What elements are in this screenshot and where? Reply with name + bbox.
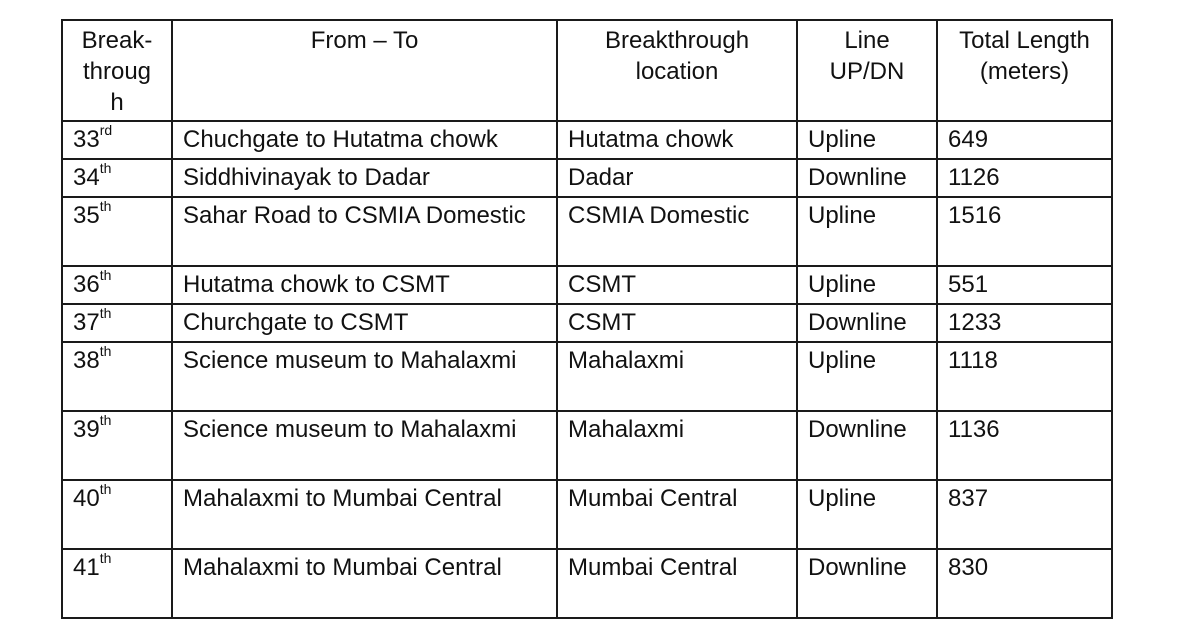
cell-breakthrough-number: 39th xyxy=(62,411,172,480)
table-row xyxy=(62,411,1112,480)
cell-location: Mahalaxmi xyxy=(557,411,797,480)
cell-from-to: Hutatma chowk to CSMT xyxy=(172,266,557,304)
header-location: Breakthrough location xyxy=(557,20,797,121)
breakthrough-table xyxy=(61,19,1113,619)
table-row xyxy=(62,342,1112,411)
cell-line: Downline xyxy=(797,159,937,197)
cell-location: CSMIA Domestic xyxy=(557,197,797,266)
cell-length: 830 xyxy=(937,549,1112,618)
table-row xyxy=(62,304,1112,342)
cell-breakthrough-number: 41th xyxy=(62,549,172,618)
cell-length: 649 xyxy=(937,121,1112,159)
cell-location: Mahalaxmi xyxy=(557,342,797,411)
header-total-length: Total Length (meters) xyxy=(937,20,1112,121)
table-row xyxy=(62,549,1112,618)
cell-breakthrough-number: 37th xyxy=(62,304,172,342)
cell-line: Downline xyxy=(797,411,937,480)
cell-line: Downline xyxy=(797,304,937,342)
table-row xyxy=(62,266,1112,304)
header-from-to: From – To xyxy=(172,20,557,121)
cell-breakthrough-number: 36th xyxy=(62,266,172,304)
table-row xyxy=(62,197,1112,266)
cell-length: 1233 xyxy=(937,304,1112,342)
cell-line: Upline xyxy=(797,197,937,266)
table-header-row xyxy=(62,20,1112,121)
cell-location: Mumbai Central xyxy=(557,480,797,549)
cell-from-to: Mahalaxmi to Mumbai Central xyxy=(172,549,557,618)
cell-from-to: Siddhivinayak to Dadar xyxy=(172,159,557,197)
cell-location: Mumbai Central xyxy=(557,549,797,618)
cell-location: CSMT xyxy=(557,266,797,304)
table-row xyxy=(62,480,1112,549)
cell-from-to: Sahar Road to CSMIA Domestic xyxy=(172,197,557,266)
cell-length: 1126 xyxy=(937,159,1112,197)
cell-breakthrough-number: 38th xyxy=(62,342,172,411)
cell-from-to: Science museum to Mahalaxmi xyxy=(172,342,557,411)
cell-line: Downline xyxy=(797,549,937,618)
cell-length: 837 xyxy=(937,480,1112,549)
cell-length: 1118 xyxy=(937,342,1112,411)
cell-from-to: Mahalaxmi to Mumbai Central xyxy=(172,480,557,549)
cell-line: Upline xyxy=(797,266,937,304)
cell-from-to: Chuchgate to Hutatma chowk xyxy=(172,121,557,159)
cell-breakthrough-number: 40th xyxy=(62,480,172,549)
cell-length: 1516 xyxy=(937,197,1112,266)
cell-location: CSMT xyxy=(557,304,797,342)
cell-line: Upline xyxy=(797,342,937,411)
cell-line: Upline xyxy=(797,480,937,549)
cell-from-to: Science museum to Mahalaxmi xyxy=(172,411,557,480)
cell-line: Upline xyxy=(797,121,937,159)
cell-location: Dadar xyxy=(557,159,797,197)
cell-breakthrough-number: 34th xyxy=(62,159,172,197)
header-breakthrough: Break-throug h xyxy=(62,20,172,121)
table-row xyxy=(62,159,1112,197)
table-row xyxy=(62,121,1112,159)
cell-breakthrough-number: 35th xyxy=(62,197,172,266)
header-line: Line UP/DN xyxy=(797,20,937,121)
cell-length: 551 xyxy=(937,266,1112,304)
cell-length: 1136 xyxy=(937,411,1112,480)
cell-location: Hutatma chowk xyxy=(557,121,797,159)
cell-from-to: Churchgate to CSMT xyxy=(172,304,557,342)
cell-breakthrough-number: 33rd xyxy=(62,121,172,159)
